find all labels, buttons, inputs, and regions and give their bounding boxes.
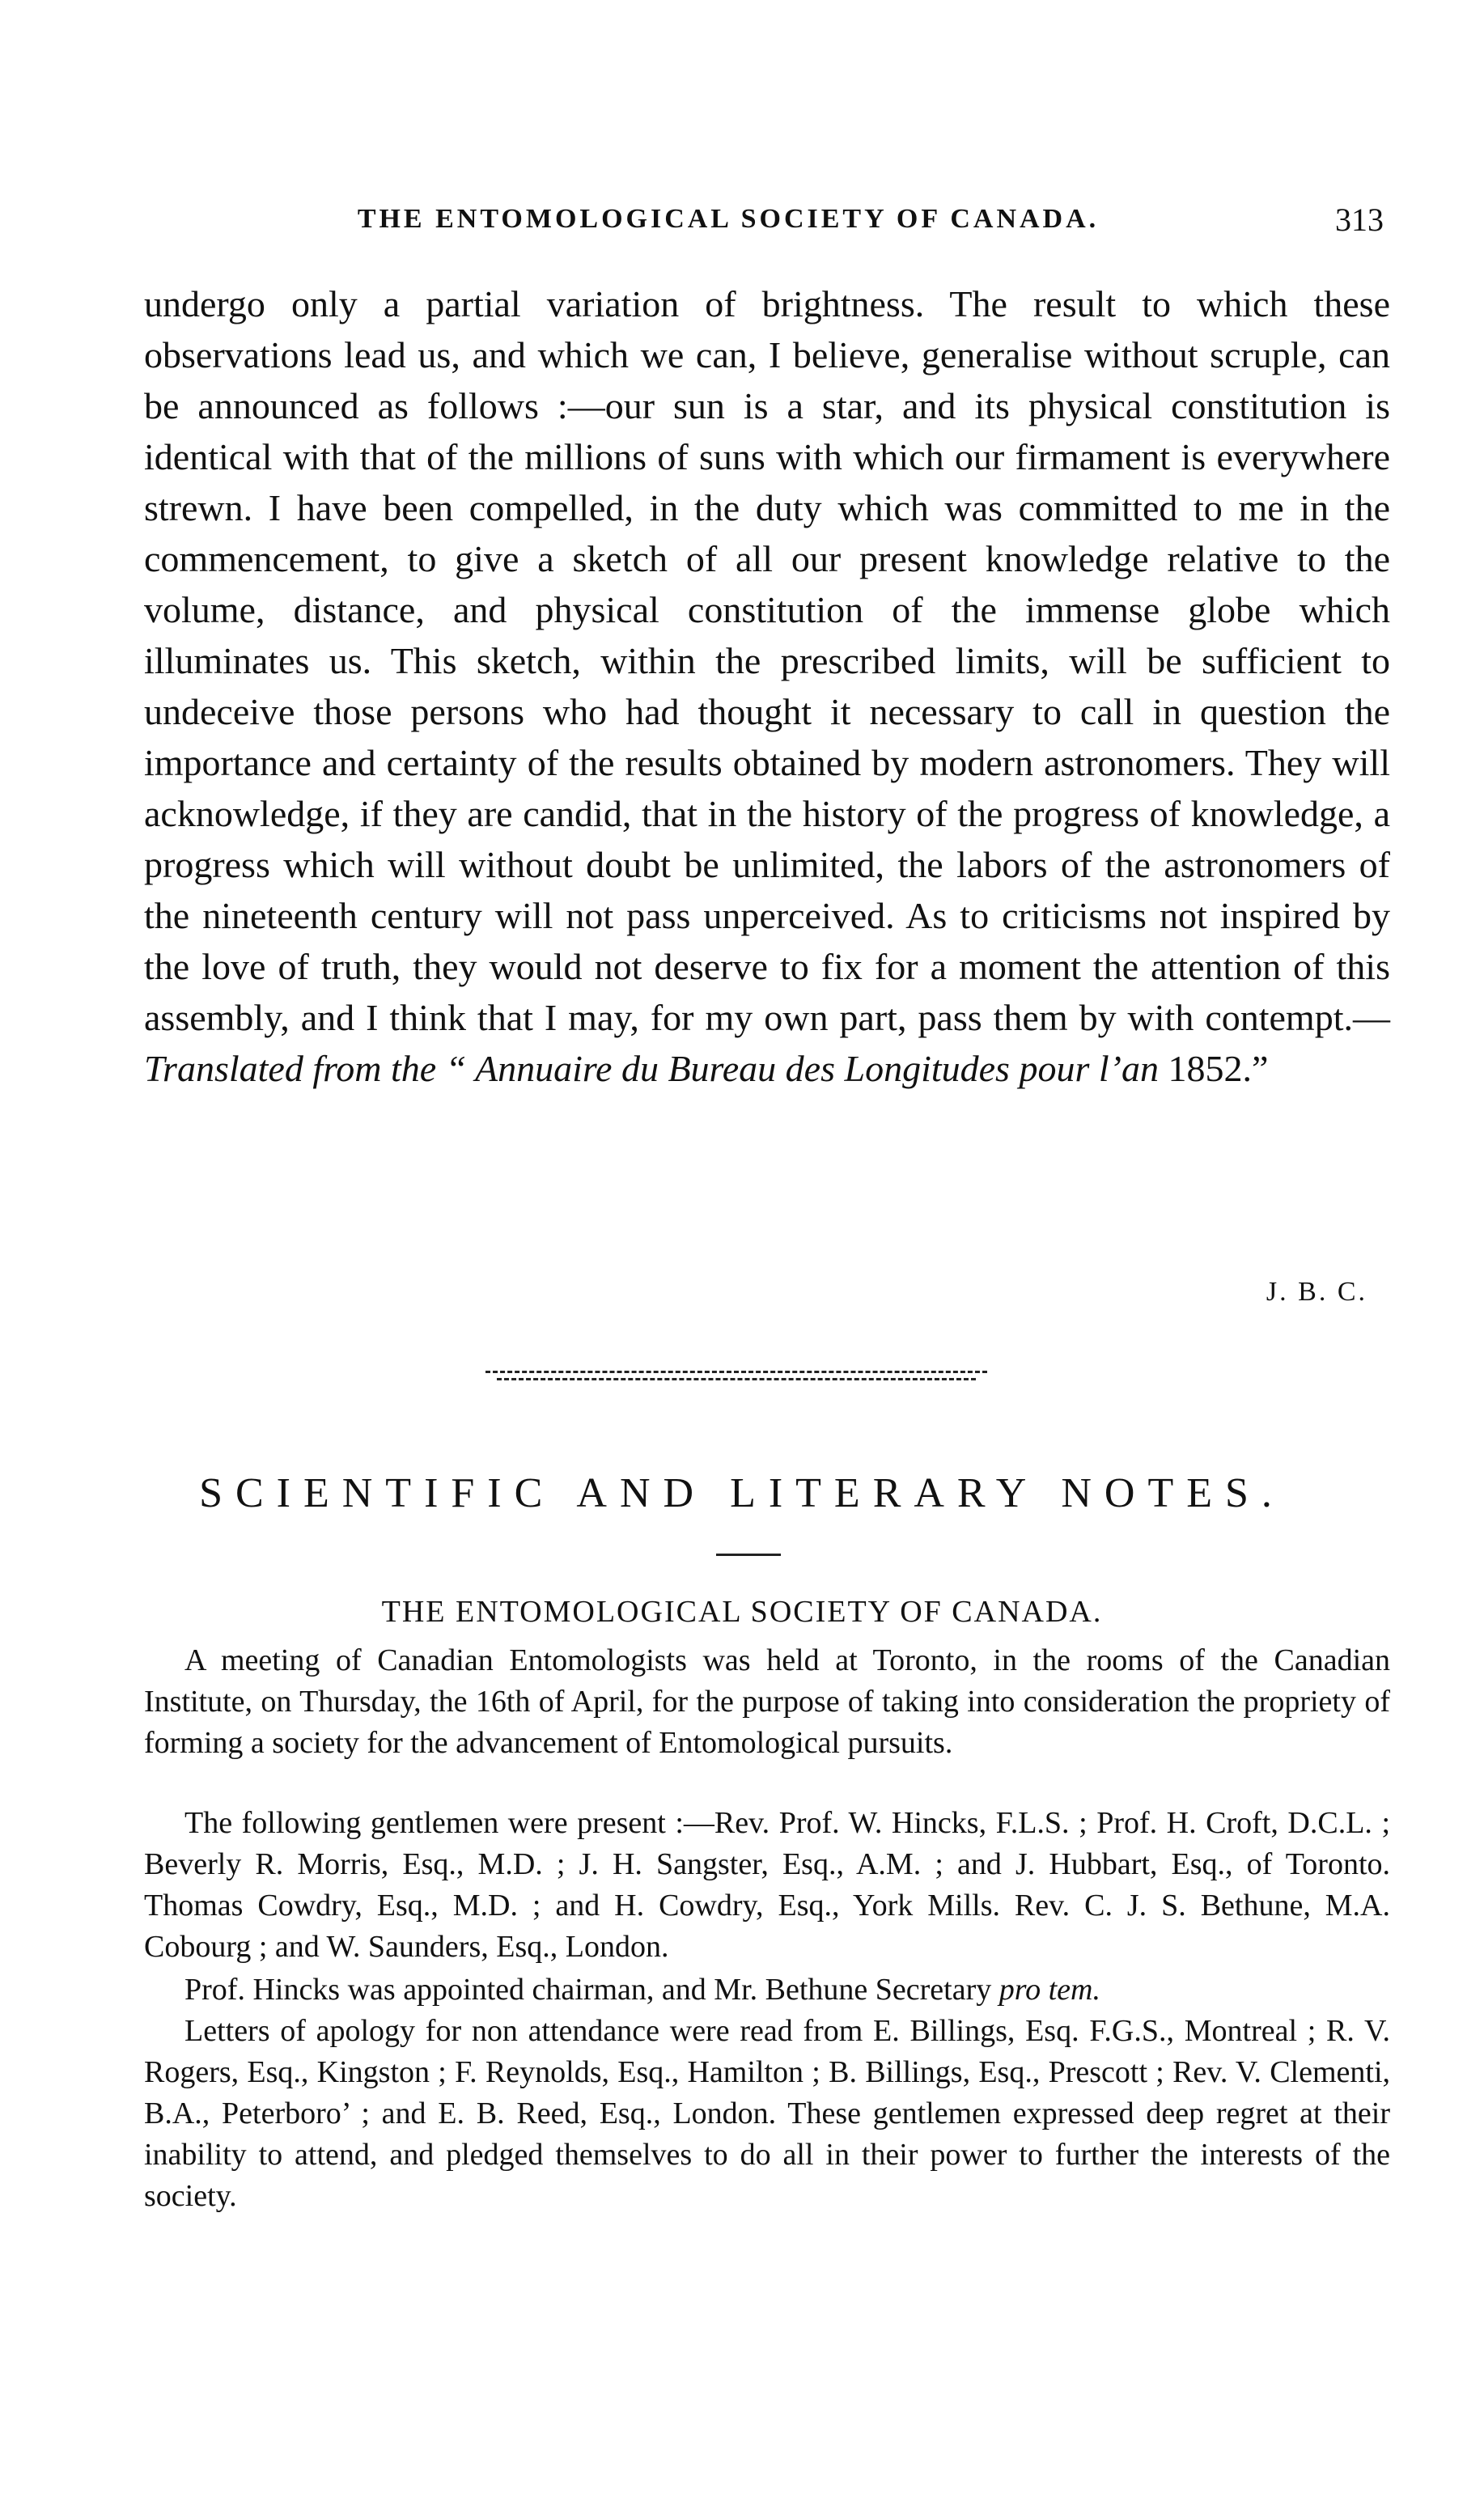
notes-paragraph-apologies: Letters of apology for non attendance were read from E. Billings, Esq. F.G.S., Montreal ; R. V. Rogers, Esq., Kingston ; F. Reynolds, Esq., Hamilton ; B. Billings, Esq., Prescott ; Rev. V. Clementi, B.A., Peterboro’ ; and E. B. Reed, Esq., London. These gentlemen expressed deep regret at their inability to attend, and pledged themselves to do all in their power to further the interests of the society.	[144, 2014, 1390, 2213]
section-subheading: THE ENTOMOLOGICAL SOCIETY OF CANADA.	[381, 1595, 1103, 1629]
notes-paragraph-chairman	[144, 1969, 1390, 2011]
article-closing-paragraph	[144, 278, 1390, 1249]
page-number: 313	[1335, 201, 1384, 238]
pro-tem-italic: pro tem.	[999, 1973, 1100, 2007]
running-head: THE ENTOMOLOGICAL SOCIETY OF CANADA.	[357, 204, 1100, 234]
chairman-text: Prof. Hincks was appointed chairman, and Mr. Bethune Secretary	[184, 1973, 999, 2007]
notes-paragraph-meeting: A meeting of Canadian Entomologists was held at Toronto, in the rooms of the Canadian Institute, on Thursday, the 16th of April, for the purpose of taking into consideration the propriety of forming a society for the advancement of Entomological pursuits.	[144, 1643, 1390, 1760]
author-signature: J. B. C.	[1266, 1277, 1367, 1307]
notes-paragraph-attendees: The following gentlemen were present :—Rev. Prof. W. Hincks, F.L.S. ; Prof. H. Croft, D.C.L. ; Beverly R. Morris, Esq., M.D. ; J. H. Sangster, Esq., A.M. ; and J. Hubbart, Esq., of Toronto. Thomas Cowdry, Esq., M.D. ; and H. Cowdry, Esq., York Mills. Rev. C. J. S. Bethune, M.A. Cobourg ; and W. Saunders, Esq., London.	[144, 1806, 1390, 1964]
section-heading: SCIENTIFIC AND LITERARY NOTES.	[199, 1470, 1285, 1516]
paragraph-text: undergo only a partial variation of brightness. The result to which these observations lead us, and which we can, I believe, generalise without scruple, can be announced as follows :—our sun is a star, and its physical constitution is identical with that of the millions of suns with which our firmament is everywhere strewn. I have been compelled, in the duty which was committed to me in the commencement, to give a sketch of all our present knowledge relative to the volume, distance, and physical constitution of the immense globe which illuminates us. This sketch, within the prescribed limits, will be sufficient to undeceive those persons who had thought it necessary to call in question the importance and certainty of the results obtained by modern astronomers. They will acknowledge, if they are candid, that in the history of the progress of knowledge, a progress which will without doubt be unlimited, the labors of the astronomers of the nineteenth century will not pass unperceived. As to criticisms not inspired by the love of truth, they would not deserve to fix for a moment the attention of this assembly, and I think that I may, for my own part, pass them by with contempt.—	[144, 283, 1390, 1038]
section-divider	[485, 1371, 987, 1385]
heading-rule	[716, 1554, 781, 1556]
translation-year: 1852.”	[1158, 1048, 1269, 1089]
divider-rule-top	[485, 1371, 987, 1373]
divider-rule-bottom	[497, 1378, 976, 1380]
translation-note: Translated from the “ Annuaire du Bureau des Longitudes pour l’an	[144, 1048, 1159, 1089]
